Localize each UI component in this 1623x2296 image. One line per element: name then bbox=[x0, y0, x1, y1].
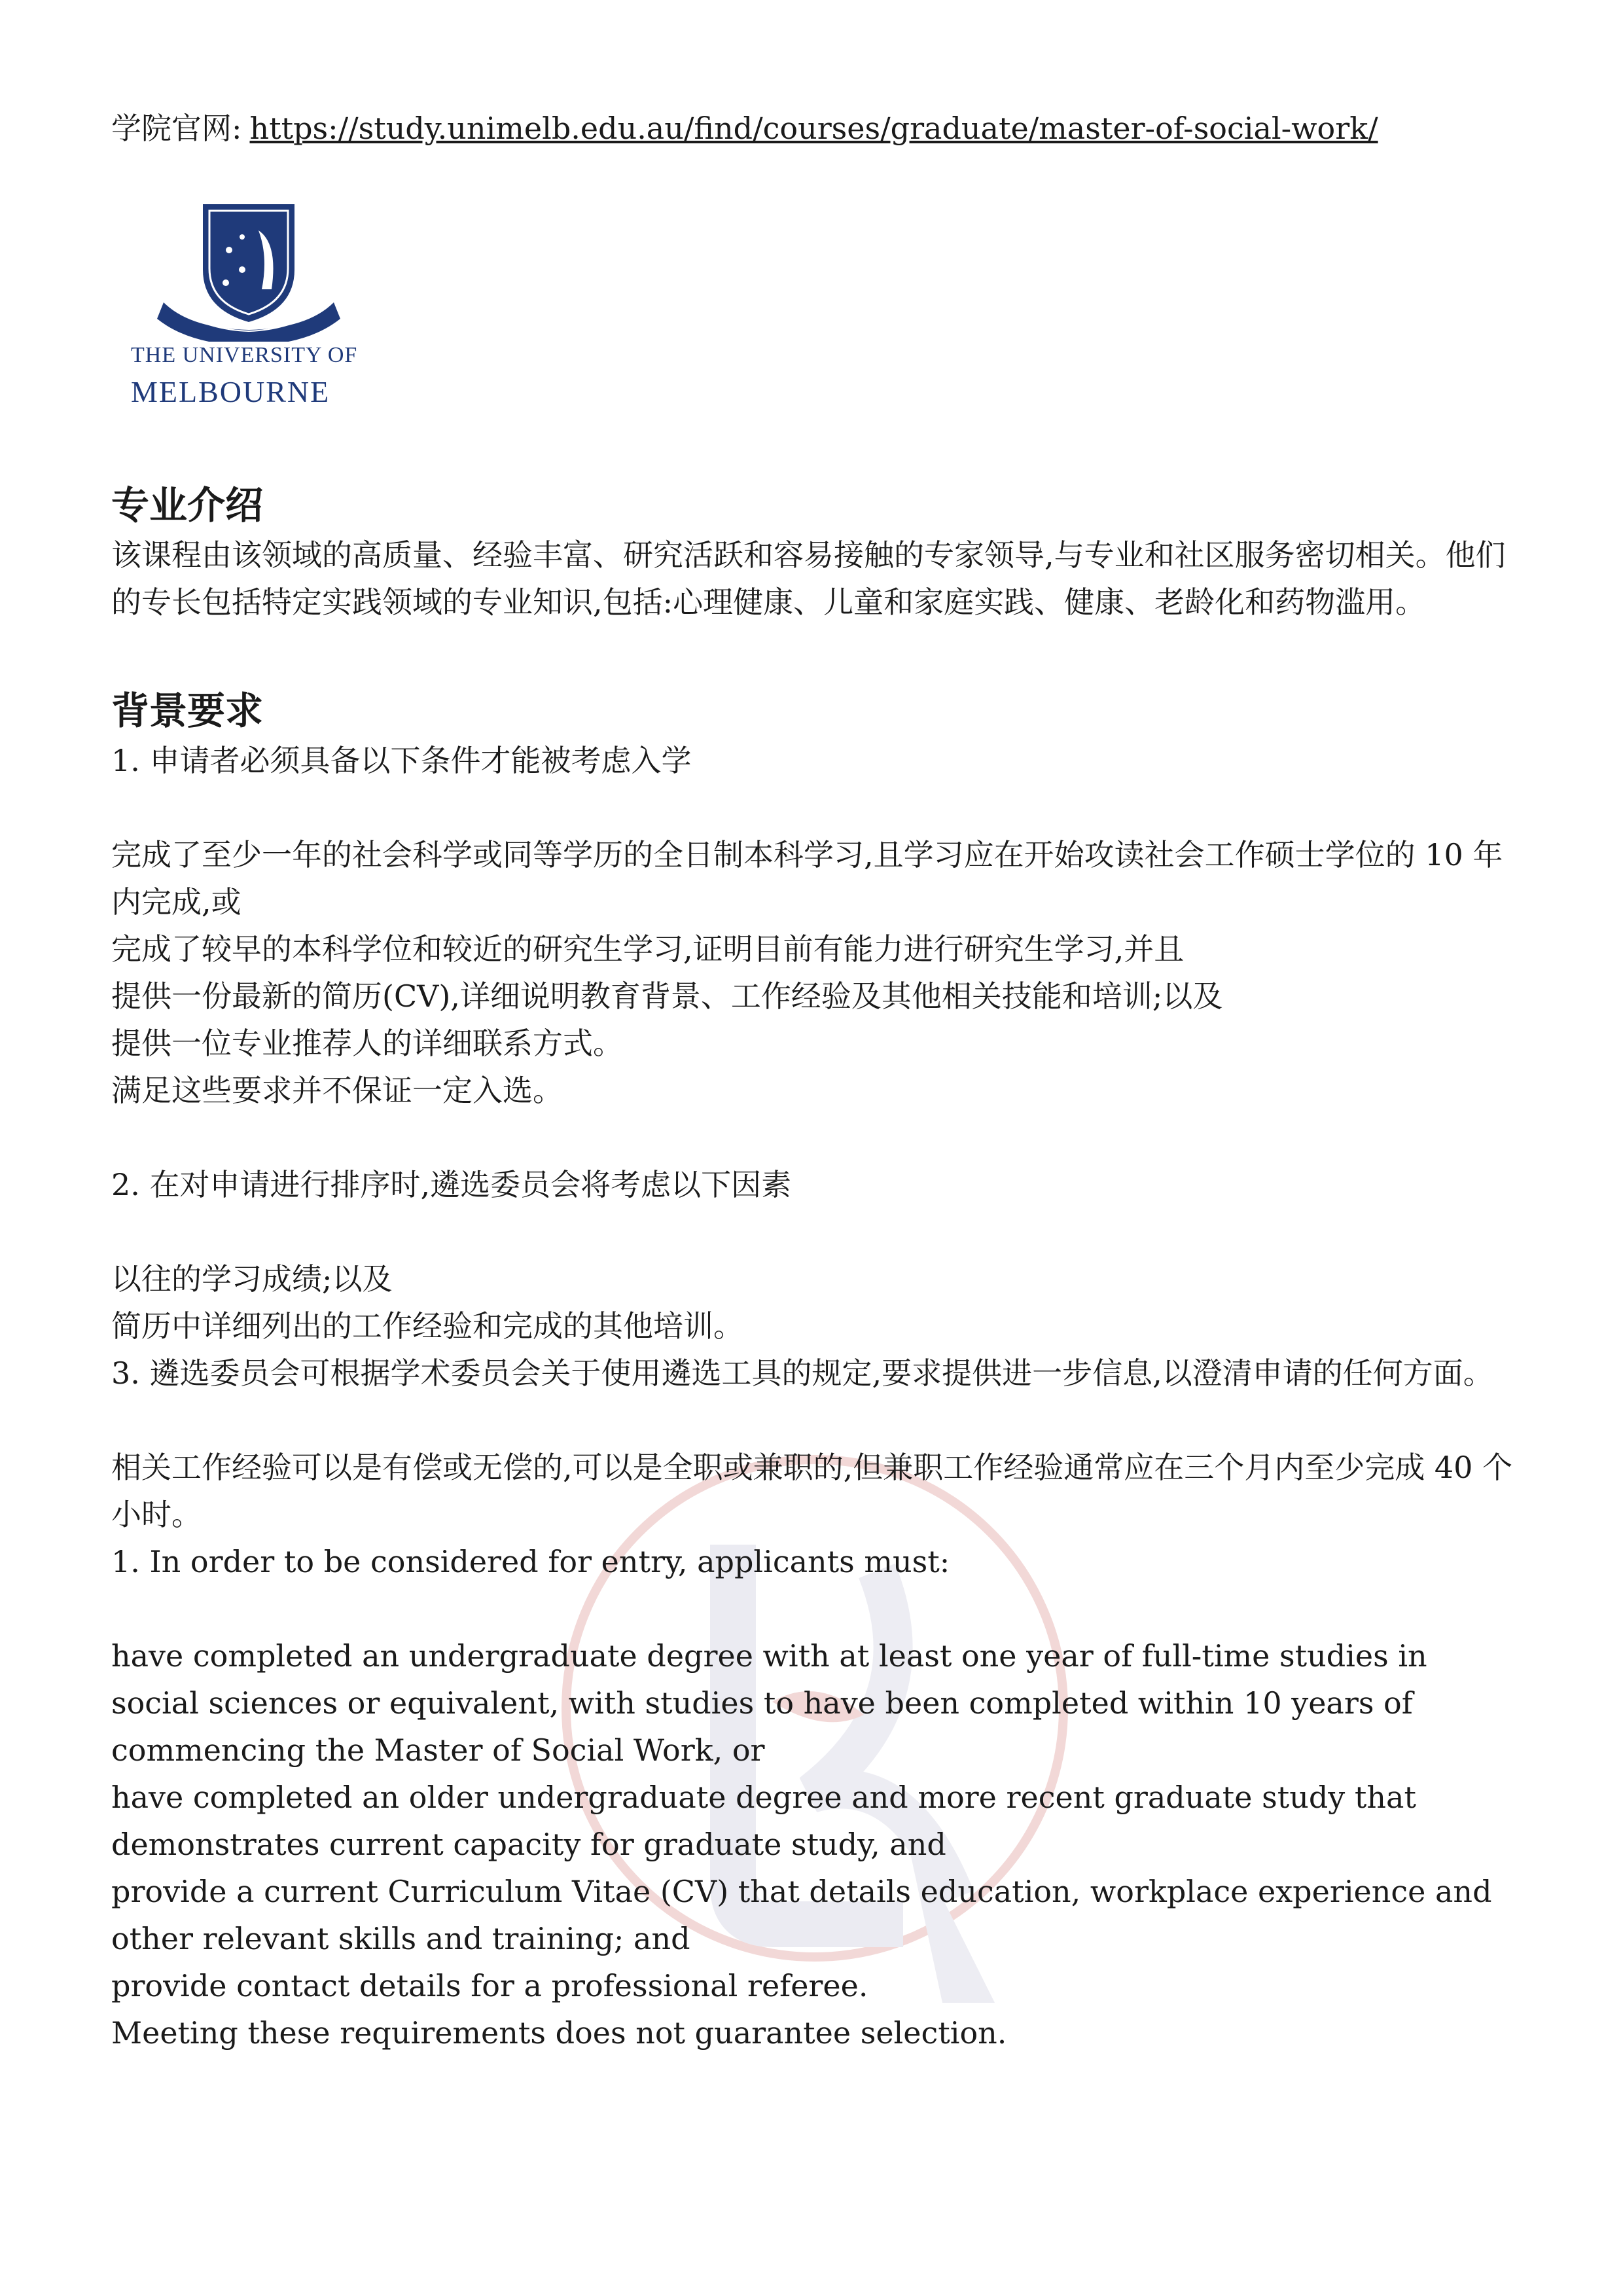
bg-line: 3. 遴选委员会可根据学术委员会关于使用遴选工具的规定,要求提供进一步信息,以澄清申请的任何方面。 bbox=[111, 1355, 1493, 1391]
bg-line: 完成了较早的本科学位和较近的研究生学习,证明目前有能力进行研究生学习,并且 bbox=[111, 931, 1185, 967]
background-body bbox=[111, 737, 1518, 2056]
website-row bbox=[111, 105, 1518, 152]
blank-line bbox=[111, 1585, 1518, 1632]
blank-line bbox=[111, 1397, 1518, 1444]
bg-line: have completed an older undergraduate degree and more recent graduate study that demonstrates current capacity for graduate study, and bbox=[111, 1780, 1416, 1862]
bg-line: provide a current Curriculum Vitae (CV) that details education, workplace experience and other relevant skills and training; and bbox=[111, 1874, 1492, 1956]
university-crest-icon bbox=[111, 191, 386, 342]
bg-line: 1. 申请者必须具备以下条件才能被考虑入学 bbox=[111, 743, 692, 778]
intro-text: 该课程由该领域的高质量、经验丰富、研究活跃和容易接触的专家领导,与专业和社区服务密切相关。他们的专长包括特定实践领域的专业知识,包括:心理健康、儿童和家庭实践、健康、老龄化和药物滥用。 bbox=[111, 537, 1506, 620]
logo-line1: THE UNIVERSITY OF bbox=[131, 343, 358, 367]
website-link[interactable]: https://study.unimelb.edu.au/find/courses/graduate/master-of-social-work/ bbox=[249, 111, 1378, 146]
blank-line bbox=[111, 784, 1518, 831]
bg-line: 2. 在对申请进行排序时,遴选委员会将考虑以下因素 bbox=[111, 1167, 792, 1202]
bg-line: 完成了至少一年的社会科学或同等学历的全日制本科学习,且学习应在开始攻读社会工作硕士学位的 10 年内完成,或 bbox=[111, 837, 1503, 920]
intro-heading: 专业介绍 bbox=[111, 483, 264, 528]
bg-line: 满足这些要求并不保证一定入选。 bbox=[111, 1073, 563, 1108]
document-content bbox=[111, 105, 1518, 2056]
background-heading: 背景要求 bbox=[111, 689, 264, 733]
blank-line bbox=[111, 1208, 1518, 1255]
bg-line: have completed an undergraduate degree with at least one year of full-time studies in social sciences or equivalent, with studies to have been completed within 10 years of commencing the Master of Social Work, or bbox=[111, 1638, 1427, 1768]
bg-line: 以往的学习成绩;以及 bbox=[111, 1261, 393, 1297]
bg-line: provide contact details for a professional referee. bbox=[111, 1968, 868, 2003]
university-logo bbox=[111, 191, 386, 427]
bg-line: 1. In order to be considered for entry, applicants must: bbox=[111, 1544, 950, 1579]
bg-line: 提供一位专业推荐人的详细联系方式。 bbox=[111, 1026, 623, 1061]
bg-line: 相关工作经验可以是有偿或无偿的,可以是全职或兼职的,但兼职工作经验通常应在三个月内至少完成 40 个小时。 bbox=[111, 1450, 1513, 1532]
logo-line2: MELBOURNE bbox=[131, 375, 330, 408]
website-label: 学院官网: bbox=[111, 111, 242, 146]
bg-line: 简历中详细列出的工作经验和完成的其他培训。 bbox=[111, 1308, 743, 1344]
blank-line bbox=[111, 1114, 1518, 1161]
bg-line: 提供一份最新的简历(CV),详细说明教育背景、工作经验及其他相关技能和培训;以及 bbox=[111, 978, 1223, 1014]
bg-line: Meeting these requirements does not guarantee selection. bbox=[111, 2015, 1007, 2051]
